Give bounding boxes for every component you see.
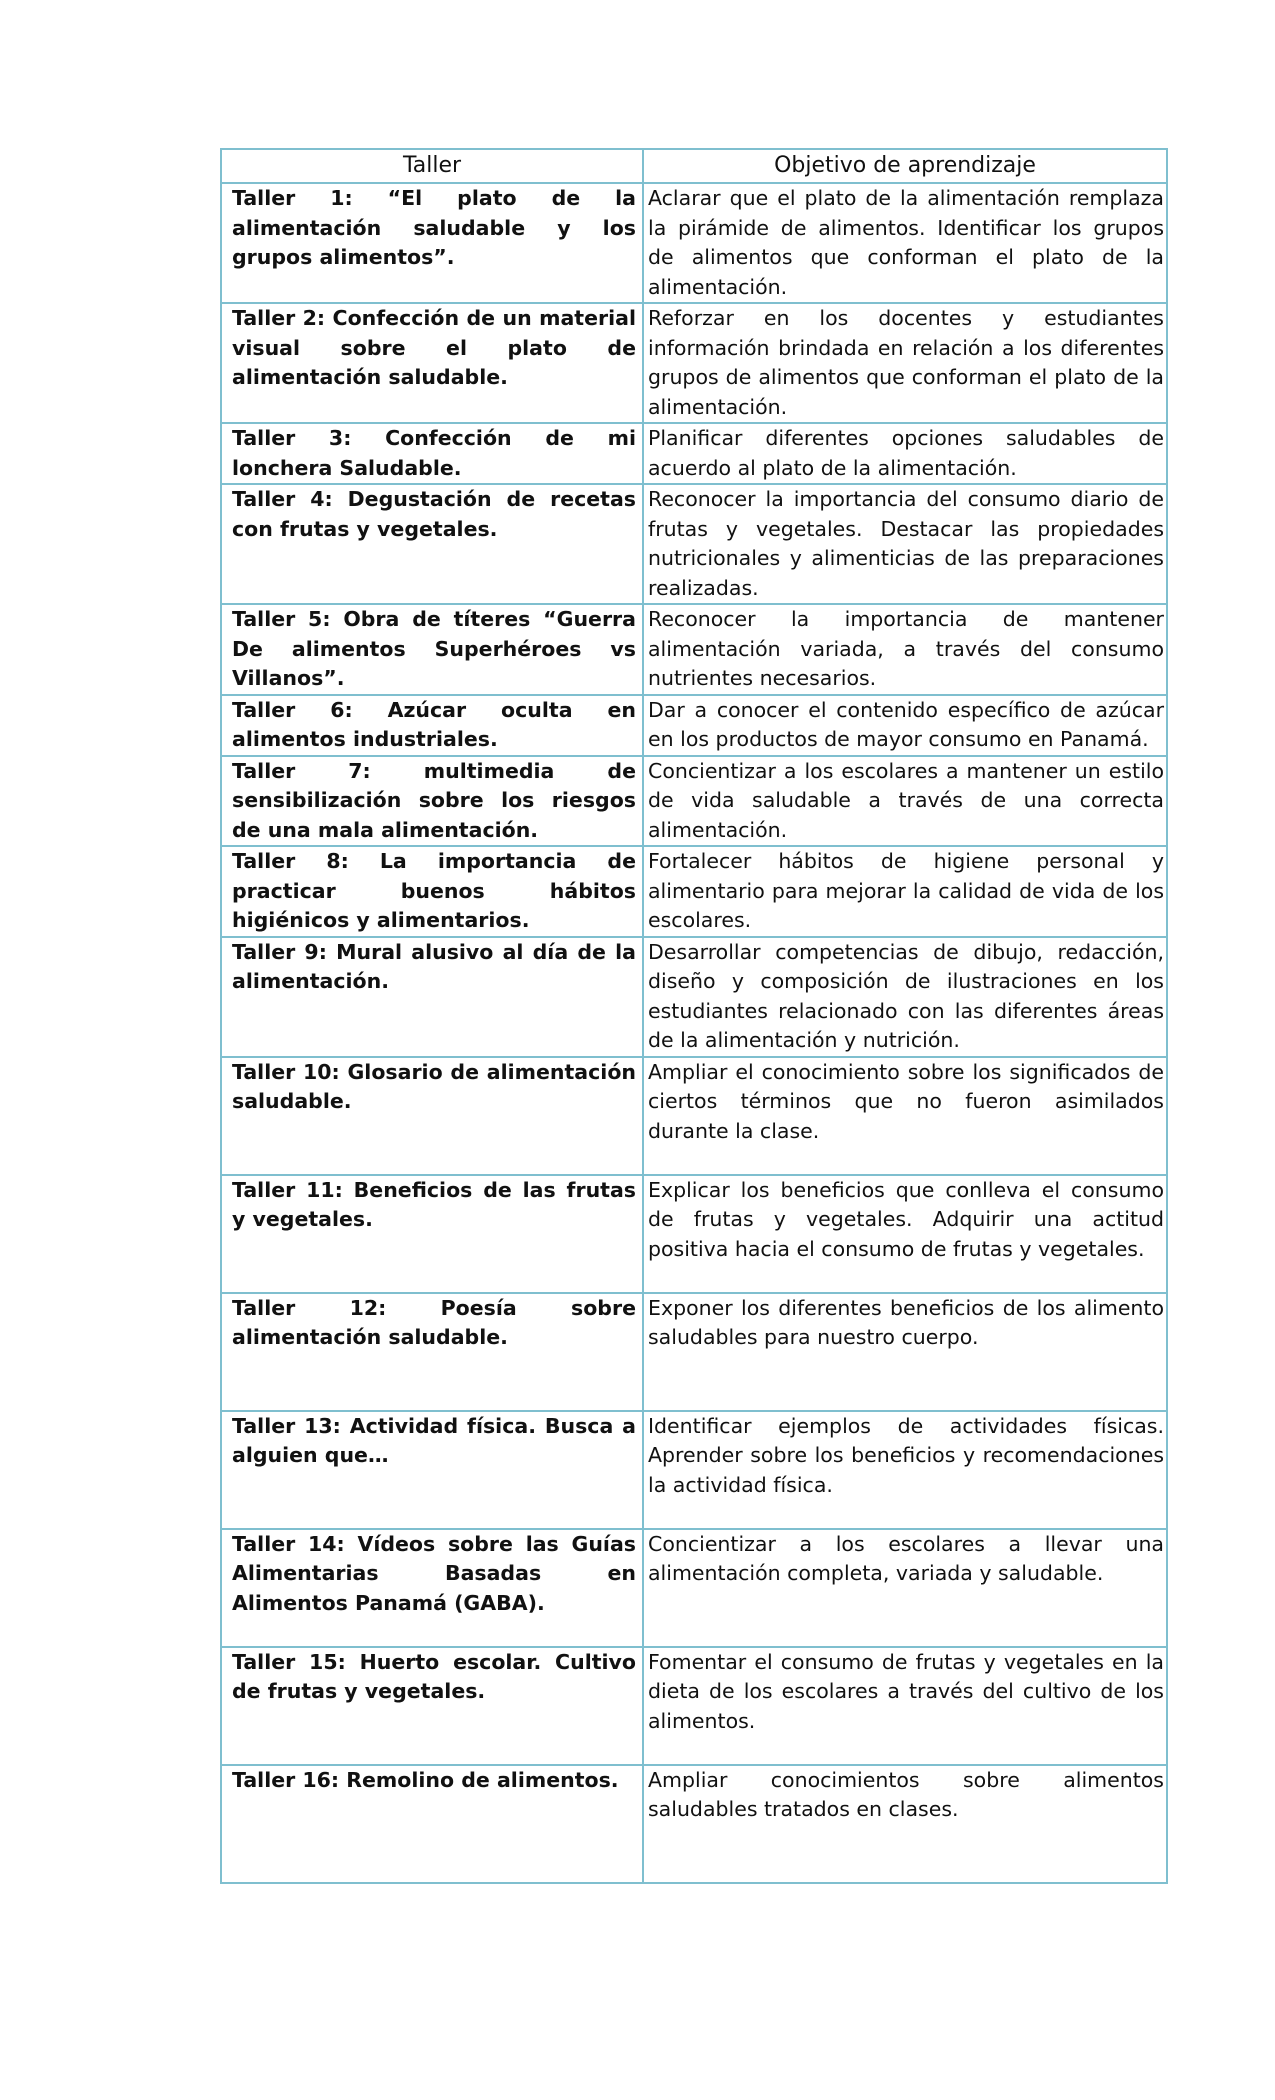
table-row [221, 604, 1167, 695]
learning-objective: Fortalecer hábitos de higiene personal y alimentario para mejorar la calidad de vida de los escolares. [643, 846, 1167, 937]
workshop-name: Taller 10: Glosario de alimentación saludable. [221, 1057, 643, 1175]
workshop-name: Taller 7: multimedia de sensibilización sobre los riesgos de una mala alimentación. [221, 756, 643, 847]
workshop-name: Taller 2: Confección de un material visual sobre el plato de alimentación saludable. [221, 303, 643, 423]
table-row [221, 423, 1167, 484]
table-row [221, 484, 1167, 604]
table-row [221, 846, 1167, 937]
learning-objective: Aclarar que el plato de la alimentación remplaza la pirámide de alimentos. Identificar los grupos de alimentos que conforman el plato de la alimentación. [643, 183, 1167, 303]
workshop-name: Taller 5: Obra de títeres “Guerra De alimentos Superhéroes vs Villanos”. [221, 604, 643, 695]
table-row [221, 303, 1167, 423]
learning-objective: Reconocer la importancia de mantener alimentación variada, a través del consumo nutrientes necesarios. [643, 604, 1167, 695]
workshop-name: Taller 11: Beneficios de las frutas y vegetales. [221, 1175, 643, 1293]
table-row [221, 1647, 1167, 1765]
workshop-name: Taller 3: Confección de mi lonchera Saludable. [221, 423, 643, 484]
column-header-objetivo: Objetivo de aprendizaje [643, 149, 1167, 183]
learning-objective: Dar a conocer el contenido específico de azúcar en los productos de mayor consumo en Panamá. [643, 695, 1167, 756]
learning-objective: Concientizar a los escolares a llevar una alimentación completa, variada y saludable. [643, 1529, 1167, 1647]
workshop-name: Taller 14: Vídeos sobre las Guías Alimentarias Basadas en Alimentos Panamá (GABA). [221, 1529, 643, 1647]
table-row [221, 695, 1167, 756]
table-row [221, 756, 1167, 847]
learning-objective: Desarrollar competencias de dibujo, redacción, diseño y composición de ilustraciones en los estudiantes relacionado con las diferentes áreas de la alimentación y nutrición. [643, 937, 1167, 1057]
table-row [221, 1529, 1167, 1647]
workshop-name: Taller 9: Mural alusivo al día de la alimentación. [221, 937, 643, 1057]
learning-objective: Fomentar el consumo de frutas y vegetales en la dieta de los escolares a través del cultivo de los alimentos. [643, 1647, 1167, 1765]
table-row [221, 1057, 1167, 1175]
workshop-name: Taller 15: Huerto escolar. Cultivo de frutas y vegetales. [221, 1647, 643, 1765]
learning-objective: Identificar ejemplos de actividades físicas. Aprender sobre los beneficios y recomendaciones la actividad física. [643, 1411, 1167, 1529]
learning-objective: Ampliar conocimientos sobre alimentos saludables tratados en clases. [643, 1765, 1167, 1883]
table-header-row [221, 149, 1167, 183]
learning-objective: Exponer los diferentes beneficios de los alimento saludables para nuestro cuerpo. [643, 1293, 1167, 1411]
table-row [221, 937, 1167, 1057]
learning-objective: Reconocer la importancia del consumo diario de frutas y vegetales. Destacar las propiedades nutricionales y alimenticias de las preparaciones realizadas. [643, 484, 1167, 604]
table-row [221, 183, 1167, 303]
table-row [221, 1293, 1167, 1411]
workshop-name: Taller 6: Azúcar oculta en alimentos industriales. [221, 695, 643, 756]
workshop-name: Taller 16: Remolino de alimentos. [221, 1765, 643, 1883]
learning-objective: Planificar diferentes opciones saludables de acuerdo al plato de la alimentación. [643, 423, 1167, 484]
learning-objective: Ampliar el conocimiento sobre los significados de ciertos términos que no fueron asimilados durante la clase. [643, 1057, 1167, 1175]
workshop-name: Taller 4: Degustación de recetas con frutas y vegetales. [221, 484, 643, 604]
workshop-name: Taller 13: Actividad física. Busca a alguien que… [221, 1411, 643, 1529]
table-row [221, 1765, 1167, 1883]
workshop-table [220, 148, 1168, 1884]
table-body [221, 183, 1167, 1883]
column-header-taller: Taller [221, 149, 643, 183]
workshop-name: Taller 1: “El plato de la alimentación saludable y los grupos alimentos”. [221, 183, 643, 303]
learning-objective: Explicar los beneficios que conlleva el consumo de frutas y vegetales. Adquirir una actitud positiva hacia el consumo de frutas y vegetales. [643, 1175, 1167, 1293]
table-row [221, 1175, 1167, 1293]
workshop-name: Taller 12: Poesía sobre alimentación saludable. [221, 1293, 643, 1411]
learning-objective: Reforzar en los docentes y estudiantes información brindada en relación a los diferentes grupos de alimentos que conforman el plato de la alimentación. [643, 303, 1167, 423]
table-row [221, 1411, 1167, 1529]
workshop-name: Taller 8: La importancia de practicar buenos hábitos higiénicos y alimentarios. [221, 846, 643, 937]
learning-objective: Concientizar a los escolares a mantener un estilo de vida saludable a través de una correcta alimentación. [643, 756, 1167, 847]
